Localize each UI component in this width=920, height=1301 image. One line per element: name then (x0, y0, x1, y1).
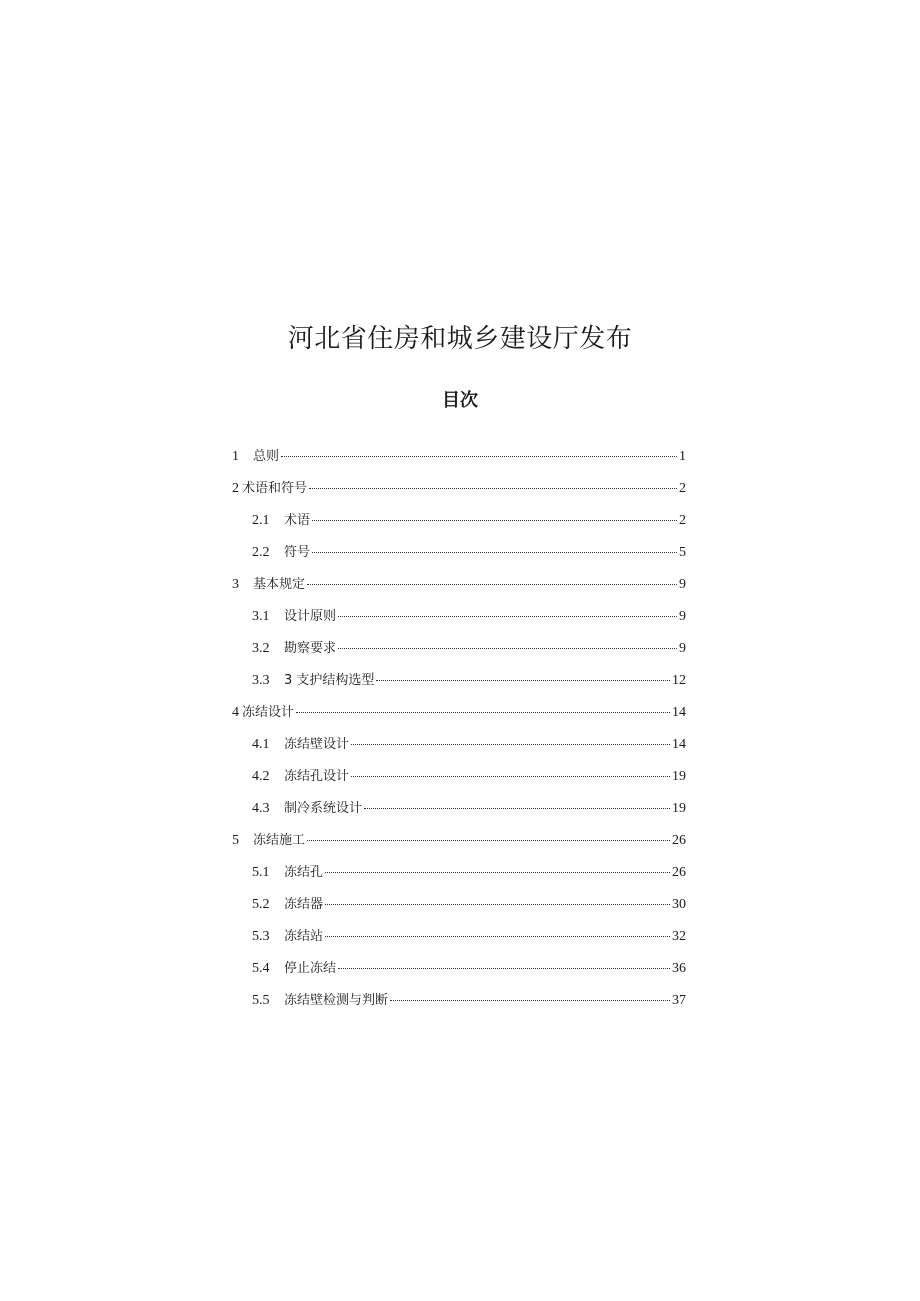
toc-entry-number: 5.3 (252, 929, 270, 944)
toc-entry-page: 9 (679, 609, 686, 624)
publisher-title: 河北省住房和城乡建设厅发布 (287, 324, 633, 354)
toc-entry-label: 冻结施工 (253, 833, 306, 848)
dot-leader (351, 776, 670, 777)
dot-leader (309, 488, 677, 489)
dot-leader (364, 808, 670, 809)
toc-entry-5[interactable] (232, 829, 686, 861)
toc-entry-number: 5.4 (252, 961, 270, 976)
toc-entry-label: 冻结壁检测与判断 (284, 993, 389, 1008)
toc-entry-label: 冻结孔 (284, 865, 324, 880)
toc-entry-number: 5.5 (252, 993, 270, 1008)
toc-entry-4-1[interactable] (232, 733, 686, 765)
toc-entry-number: 4.1 (252, 737, 270, 752)
toc-entry-page: 26 (672, 833, 686, 848)
toc-entry-label: 术语 (284, 513, 311, 528)
toc-entry-3[interactable] (232, 573, 686, 605)
toc-entry-number: 5 (232, 833, 239, 848)
toc-entry-label: 3 支护结构选型 (284, 673, 375, 688)
toc-entry-number: 3.1 (252, 609, 270, 624)
toc-entry-number: 3 (232, 577, 239, 592)
toc-entry-page: 1 (679, 449, 686, 464)
toc-entry-number: 2.2 (252, 545, 270, 560)
dot-leader (338, 968, 670, 969)
toc-entry-page: 36 (672, 961, 686, 976)
toc-entry-number: 1 (232, 449, 239, 464)
toc-entry-number: 2.1 (252, 513, 270, 528)
dot-leader (351, 744, 670, 745)
toc-entry-2-2[interactable] (232, 541, 686, 573)
toc-entry-page: 9 (679, 641, 686, 656)
dot-leader (296, 712, 670, 713)
toc-entry-page: 9 (679, 577, 686, 592)
toc-entry-label: 勘察要求 (284, 641, 337, 656)
toc-entry-number: 3.2 (252, 641, 270, 656)
toc-entry-page: 32 (672, 929, 686, 944)
toc-entry-label: 术语和符号 (242, 481, 308, 496)
toc-entry-5-4[interactable] (232, 957, 686, 989)
toc-entry-label: 冻结壁设计 (284, 737, 350, 752)
toc-entry-page: 19 (672, 769, 686, 784)
toc-entry-number: 5.2 (252, 897, 270, 912)
toc-entry-page: 5 (679, 545, 686, 560)
toc-entry-label: 冻结器 (284, 897, 324, 912)
dot-leader (376, 680, 670, 681)
toc-entry-2[interactable] (232, 477, 686, 509)
toc-entry-label: 冻结孔设计 (284, 769, 350, 784)
dot-leader (312, 520, 677, 521)
toc-entry-4-2[interactable] (232, 765, 686, 797)
dot-leader (325, 904, 670, 905)
toc-entry-label: 冻结站 (284, 929, 324, 944)
table-of-contents (232, 445, 686, 1021)
toc-entry-5-2[interactable] (232, 893, 686, 925)
dot-leader (307, 584, 677, 585)
dot-leader (325, 872, 670, 873)
toc-entry-page: 37 (672, 993, 686, 1008)
dot-leader (307, 840, 670, 841)
toc-entry-4-3[interactable] (232, 797, 686, 829)
toc-entry-5-1[interactable] (232, 861, 686, 893)
toc-entry-3-2[interactable] (232, 637, 686, 669)
toc-entry-page: 2 (679, 513, 686, 528)
toc-entry-number: 4.2 (252, 769, 270, 784)
toc-entry-number: 2 (232, 481, 239, 496)
dot-leader (338, 616, 677, 617)
toc-entry-page: 12 (672, 673, 686, 688)
dot-leader (281, 456, 677, 457)
toc-title: 目次 (442, 390, 478, 411)
toc-entry-3-3[interactable] (232, 669, 686, 701)
toc-entry-number: 4 (232, 705, 239, 720)
toc-entry-page: 14 (672, 705, 686, 720)
toc-entry-label: 设计原则 (284, 609, 337, 624)
toc-entry-page: 26 (672, 865, 686, 880)
toc-entry-label: 停止冻结 (284, 961, 337, 976)
toc-entry-3-1[interactable] (232, 605, 686, 637)
toc-entry-page: 2 (679, 481, 686, 496)
toc-entry-4[interactable] (232, 701, 686, 733)
dot-leader (338, 648, 677, 649)
toc-entry-number: 5.1 (252, 865, 270, 880)
dot-leader (390, 1000, 670, 1001)
toc-entry-number: 4.3 (252, 801, 270, 816)
toc-entry-label: 冻结设计 (242, 705, 295, 720)
toc-entry-page: 14 (672, 737, 686, 752)
toc-entry-number: 3.3 (252, 673, 270, 688)
toc-entry-2-1[interactable] (232, 509, 686, 541)
toc-entry-1[interactable] (232, 445, 686, 477)
toc-entry-page: 19 (672, 801, 686, 816)
toc-entry-page: 30 (672, 897, 686, 912)
toc-entry-label: 总则 (253, 449, 280, 464)
toc-entry-label: 制冷系统设计 (284, 801, 363, 816)
toc-entry-5-3[interactable] (232, 925, 686, 957)
toc-entry-label: 基本规定 (253, 577, 306, 592)
toc-entry-label: 符号 (284, 545, 311, 560)
toc-entry-5-5[interactable] (232, 989, 686, 1021)
dot-leader (325, 936, 670, 937)
dot-leader (312, 552, 677, 553)
